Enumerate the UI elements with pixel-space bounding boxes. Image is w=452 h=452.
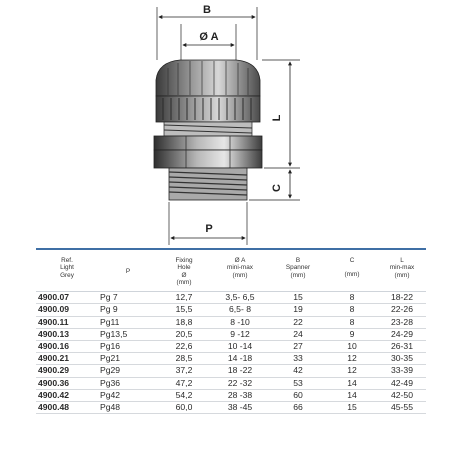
table-row — [36, 341, 426, 353]
cell-l: 30-35 — [378, 353, 426, 365]
cell-hole: 20,5 — [158, 328, 210, 340]
cell-l: 45-55 — [378, 402, 426, 414]
cell-c: 8 — [326, 304, 378, 316]
cell-l: 42-50 — [378, 389, 426, 401]
table-row — [36, 316, 426, 328]
cell-p: Pg16 — [98, 341, 158, 353]
cell-l: 22-26 — [378, 304, 426, 316]
cell-b: 22 — [270, 316, 326, 328]
spec-table — [36, 248, 426, 414]
col-header-hole: Fixing Hole Ø (mm) — [158, 249, 210, 292]
cell-l: 24-29 — [378, 328, 426, 340]
cell-a: 10 -14 — [210, 341, 270, 353]
label-p: P — [205, 223, 213, 235]
cell-c: 10 — [326, 341, 378, 353]
col-header-b: B Spanner (mm) — [270, 249, 326, 292]
cell-hole: 12,7 — [158, 292, 210, 304]
cell-b: 33 — [270, 353, 326, 365]
cell-hole: 22,6 — [158, 341, 210, 353]
cell-p: Pg 9 — [98, 304, 158, 316]
cell-b: 19 — [270, 304, 326, 316]
col-header-l: L min-max (mm) — [378, 249, 426, 292]
col-header-c: C (mm) — [326, 249, 378, 292]
cell-l: 26-31 — [378, 341, 426, 353]
cell-p: Pg42 — [98, 389, 158, 401]
label-a: Ø A — [199, 31, 219, 43]
cell-p: Pg36 — [98, 377, 158, 389]
label-b: B — [203, 4, 211, 16]
cell-ref: 4900.09 — [36, 304, 98, 316]
cell-c: 9 — [326, 328, 378, 340]
cell-hole: 15,5 — [158, 304, 210, 316]
cell-a: 22 -32 — [210, 377, 270, 389]
table-row — [36, 292, 426, 304]
cell-ref: 4900.42 — [36, 389, 98, 401]
dimension-p — [169, 202, 247, 245]
cell-ref: 4900.36 — [36, 377, 98, 389]
table-row — [36, 402, 426, 414]
dimension-l — [262, 60, 300, 168]
cell-hole: 60,0 — [158, 402, 210, 414]
cell-a: 28 -38 — [210, 389, 270, 401]
cell-p: Pg29 — [98, 365, 158, 377]
cell-b: 66 — [270, 402, 326, 414]
col-header-ref: Ref. Light Grey — [36, 249, 98, 292]
cell-hole: 54,2 — [158, 389, 210, 401]
cell-b: 15 — [270, 292, 326, 304]
cell-a: 18 -22 — [210, 365, 270, 377]
cell-hole: 28,5 — [158, 353, 210, 365]
label-c: C — [271, 184, 283, 192]
cell-p: Pg21 — [98, 353, 158, 365]
cell-hole: 47,2 — [158, 377, 210, 389]
cell-ref: 4900.16 — [36, 341, 98, 353]
table-row — [36, 377, 426, 389]
table-row — [36, 365, 426, 377]
cell-b: 24 — [270, 328, 326, 340]
table-row — [36, 328, 426, 340]
cell-b: 42 — [270, 365, 326, 377]
cell-c: 8 — [326, 292, 378, 304]
cell-p: Pg48 — [98, 402, 158, 414]
cell-ref: 4900.48 — [36, 402, 98, 414]
dimension-c — [249, 170, 300, 200]
cell-a: 3,5- 6,5 — [210, 292, 270, 304]
cell-p: Pg11 — [98, 316, 158, 328]
cell-a: 14 -18 — [210, 353, 270, 365]
cell-ref: 4900.13 — [36, 328, 98, 340]
cell-p: Pg 7 — [98, 292, 158, 304]
cell-c: 12 — [326, 365, 378, 377]
cell-c: 8 — [326, 316, 378, 328]
cell-hole: 37,2 — [158, 365, 210, 377]
cell-a: 38 -45 — [210, 402, 270, 414]
table-row — [36, 353, 426, 365]
cell-c: 14 — [326, 377, 378, 389]
gland-body — [154, 60, 262, 200]
cell-l: 42-49 — [378, 377, 426, 389]
table-body — [36, 292, 426, 414]
table-row — [36, 389, 426, 401]
table-row — [36, 304, 426, 316]
cell-ref: 4900.29 — [36, 365, 98, 377]
cell-c: 14 — [326, 389, 378, 401]
col-header-a: Ø A mini-max (mm) — [210, 249, 270, 292]
cell-p: Pg13,5 — [98, 328, 158, 340]
cell-b: 60 — [270, 389, 326, 401]
table-header — [36, 249, 426, 292]
cell-ref: 4900.11 — [36, 316, 98, 328]
cell-a: 9 -12 — [210, 328, 270, 340]
cell-a: 6,5- 8 — [210, 304, 270, 316]
col-header-p: P — [98, 249, 158, 292]
cell-c: 15 — [326, 402, 378, 414]
cell-l: 23-28 — [378, 316, 426, 328]
cell-ref: 4900.21 — [36, 353, 98, 365]
cell-ref: 4900.07 — [36, 292, 98, 304]
label-l: L — [271, 114, 283, 122]
cell-a: 8 -10 — [210, 316, 270, 328]
cell-c: 12 — [326, 353, 378, 365]
cell-b: 27 — [270, 341, 326, 353]
cell-l: 18-22 — [378, 292, 426, 304]
cell-l: 33-39 — [378, 365, 426, 377]
cell-b: 53 — [270, 377, 326, 389]
cell-hole: 18,8 — [158, 316, 210, 328]
